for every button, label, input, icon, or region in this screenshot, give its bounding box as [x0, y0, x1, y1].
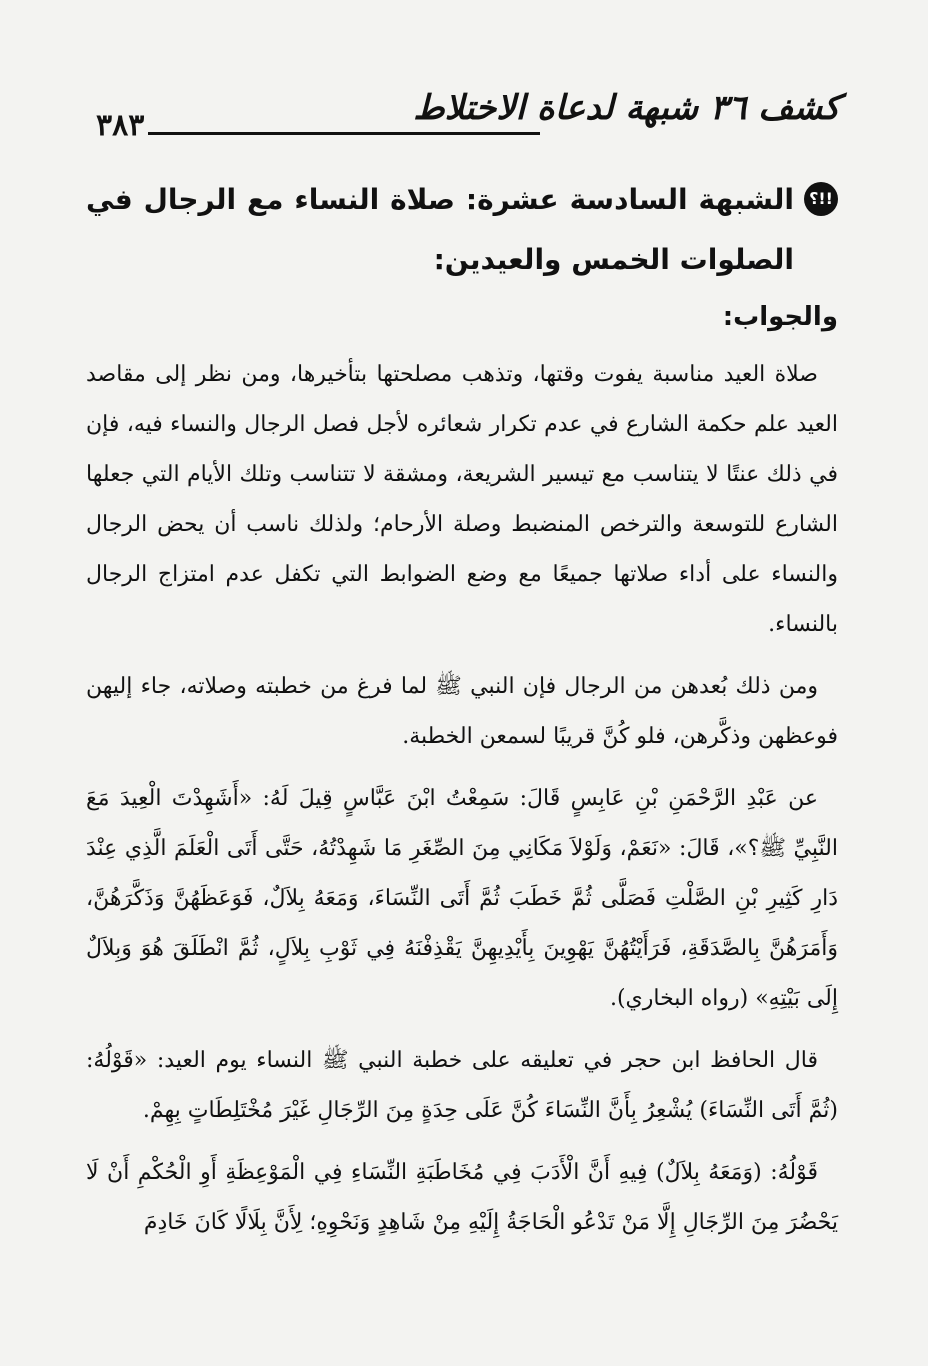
- paragraph-4: قال الحافظ ابن حجر في تعليقه على خطبة النبي ﷺ النساء يوم العيد: «قَوْلُهُ: (ثُمَّ أَتَى النِّسَاءَ) يُشْعِرُ بِأَنَّ النِّسَاءَ كُنَّ عَلَى حِدَةٍ مِنَ الرِّجَالِ غَيْرَ مُخْتَلِطَاتٍ بِهِمْ.: [86, 1048, 838, 1123]
- exclamation-question-icon: !!؟: [804, 182, 838, 216]
- answer-label: والجواب:: [722, 302, 838, 332]
- paragraph-2: ومن ذلك بُعدهن من الرجال فإن النبي ﷺ لما فرغ من خطبته وصلاته، جاء إليهن فوعظهن وذكَّرهن، فلو كُنَّ قريبًا لسمعن الخطبة.: [86, 674, 838, 749]
- section-heading: [86, 170, 838, 290]
- page-header: [88, 88, 840, 148]
- hadith-paragraph: عن عَبْدِ الرَّحْمَنِ بْنِ عَابِسٍ قَالَ: سَمِعْتُ ابْنَ عَبَّاسٍ قِيلَ لَهُ: «أَشَهِدْتَ الْعِيدَ مَعَ النَّبِيِّ ﷺ؟»، قَالَ: «نَعَمْ، وَلَوْلاَ مَكَانِي مِنَ الصِّغَرِ مَا شَهِدْتُهُ، حَتَّى أَتَى الْعَلَمَ الَّذِي عِنْدَ دَارِ كَثِيرِ بْنِ الصَّلْتِ فَصَلَّى ثُمَّ خَطَبَ ثُمَّ أَتَى النِّسَاءَ، وَمَعَهُ بِلاَلٌ، فَوَعَظَهُنَّ وَذَكَّرَهُنَّ، وَأَمَرَهُنَّ بِالصَّدَقَةِ، فَرَأَيْتُهُنَّ يَهْوِينَ بِأَيْدِيهِنَّ يَقْذِفْنَهُ فِي ثَوْبِ بِلاَلٍ، ثُمَّ انْطَلَقَ هُوَ وَبِلاَلٌ إِلَى بَيْتِهِ» (رواه البخاري).: [86, 786, 838, 1011]
- page-number: ٣٨٣: [96, 108, 145, 143]
- paragraph-5: قَوْلُهُ: (وَمَعَهُ بِلاَلٌ) فِيهِ أَنَّ الْأَدَبَ فِي مُخَاطَبَةِ النِّسَاءِ فِي الْمَوْعِظَةِ أَوِ الْحُكْمِ أَنْ لَا يَحْضُرَ مِنَ الرِّجَالِ إِلَّا مَنْ تَدْعُو الْحَاجَةُ إِلَيْهِ مِنْ شَاهِدٍ وَنَحْوِهِ؛ لِأَنَّ بِلَالًا كَانَ خَادِمَ: [86, 1160, 838, 1235]
- header-rule: [148, 132, 540, 135]
- book-title: كشف ٣٦ شبهة لدعاة الاختلاط: [413, 88, 840, 128]
- paragraph-1: صلاة العيد مناسبة يفوت وقتها، وتذهب مصلحتها بتأخيرها، ومن نظر إلى مقاصد العيد علم حكمة الشارع في عدم تكرار شعائره لأجل فصل الرجال والنساء فيه، فإن في ذلك عنتًا لا يتناسب مع تيسير الشريعة، ومشقة لا تتناسب وتلك الأيام التي جعلها الشارع للتوسعة والترخص المنضبط وصلة الأرحام؛ ولذلك ناسب أن يحض الرجال والنساء على أداء صلاتها جميعًا مع وضع الضوابط التي تكفل عدم امتزاج الرجال بالنساء.: [86, 362, 838, 637]
- section-heading-text: الشبهة السادسة عشرة: صلاة النساء مع الرجال في الصلوات الخمس والعيدين:: [86, 183, 794, 276]
- page-content: [86, 170, 838, 1260]
